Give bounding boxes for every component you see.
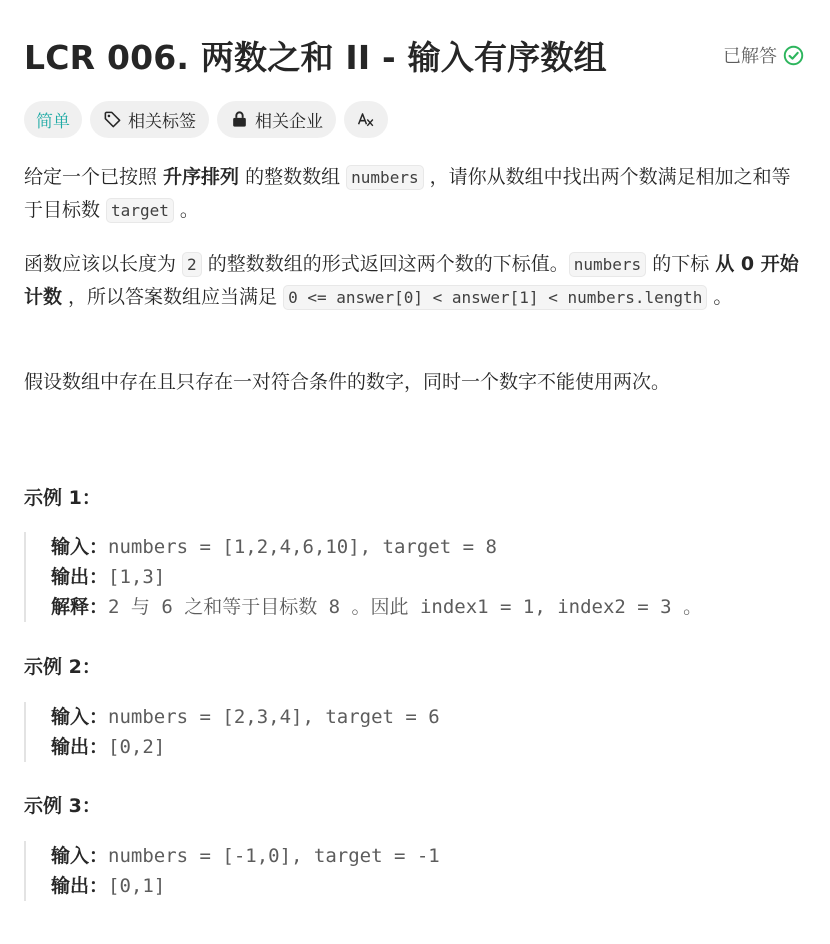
explain-label: 解释：: [51, 596, 109, 618]
translate-button[interactable]: [344, 101, 388, 138]
translate-icon: [357, 110, 376, 129]
example-1-title: 示例 1：: [24, 487, 101, 509]
tag-icon: [103, 110, 122, 129]
description-paragraph-3: 假设数组中存在且只存在一对符合条件的数字，同时一个数字不能使用两次。: [24, 371, 671, 393]
example-1-input: numbers = [1,2,4,6,10], target = 8: [108, 536, 497, 558]
check-circle-icon: [783, 45, 804, 66]
desc-text: 的下标: [646, 253, 716, 275]
desc-text: 的整数数组: [239, 166, 347, 188]
related-tags-label: 相关标签: [128, 112, 196, 132]
desc-text: ，所以答案数组应当满足: [62, 286, 284, 308]
solved-status: [723, 42, 804, 68]
related-tags-button[interactable]: [90, 101, 209, 138]
example-2-output: [0,2]: [108, 736, 166, 758]
desc-text: 的整数数组的形式返回这两个数的下标值。: [201, 253, 569, 275]
desc-text: 。: [173, 199, 199, 221]
tag-bar: [24, 101, 388, 138]
inline-code: numbers: [346, 165, 423, 190]
lock-icon: [230, 110, 249, 129]
related-companies-label: 相关企业: [255, 112, 323, 132]
desc-text: ，请你从数组中找出两个数满足相加之和等于目标数: [24, 166, 791, 221]
input-label: 输入：: [51, 706, 109, 728]
description-paragraph-1: [24, 161, 800, 227]
example-2-block: [24, 702, 800, 762]
desc-text: 给定一个已按照: [24, 166, 164, 188]
solved-label: 已解答: [723, 46, 777, 67]
example-1-block: [24, 532, 800, 622]
output-label: 输出：: [51, 875, 109, 897]
input-label: 输入：: [51, 536, 109, 558]
description-paragraph-2: [24, 248, 800, 314]
desc-text: 。: [707, 286, 733, 308]
desc-text: 函数应该以长度为: [24, 253, 183, 275]
related-companies-button[interactable]: [217, 101, 336, 138]
example-3-output: [0,1]: [108, 875, 166, 897]
input-label: 输入：: [51, 845, 109, 867]
difficulty-badge[interactable]: 简单: [24, 101, 82, 138]
desc-bold: 从 0 开始计数: [24, 253, 799, 308]
desc-bold: 升序排列: [163, 166, 240, 188]
example-2-title: 示例 2：: [24, 656, 101, 678]
inline-code: target: [106, 198, 174, 223]
title-row: [24, 30, 804, 80]
example-1-explanation: 2 与 6 之和等于目标数 8 。因此 index1 = 1, index2 = 3 。: [108, 596, 703, 618]
example-1-output: [1,3]: [108, 566, 166, 588]
inline-code: numbers: [569, 252, 646, 277]
problem-title: LCR 006. 两数之和 II - 输入有序数组: [24, 37, 607, 77]
example-3-block: [24, 841, 800, 901]
inline-code: 2: [182, 252, 202, 277]
inline-code: 0 <= answer[0] < answer[1] < numbers.length: [283, 285, 707, 310]
example-3-input: numbers = [-1,0], target = -1: [108, 845, 440, 867]
output-label: 输出：: [51, 566, 109, 588]
example-2-input: numbers = [2,3,4], target = 6: [108, 706, 440, 728]
example-3-title: 示例 3：: [24, 795, 101, 817]
output-label: 输出：: [51, 736, 109, 758]
